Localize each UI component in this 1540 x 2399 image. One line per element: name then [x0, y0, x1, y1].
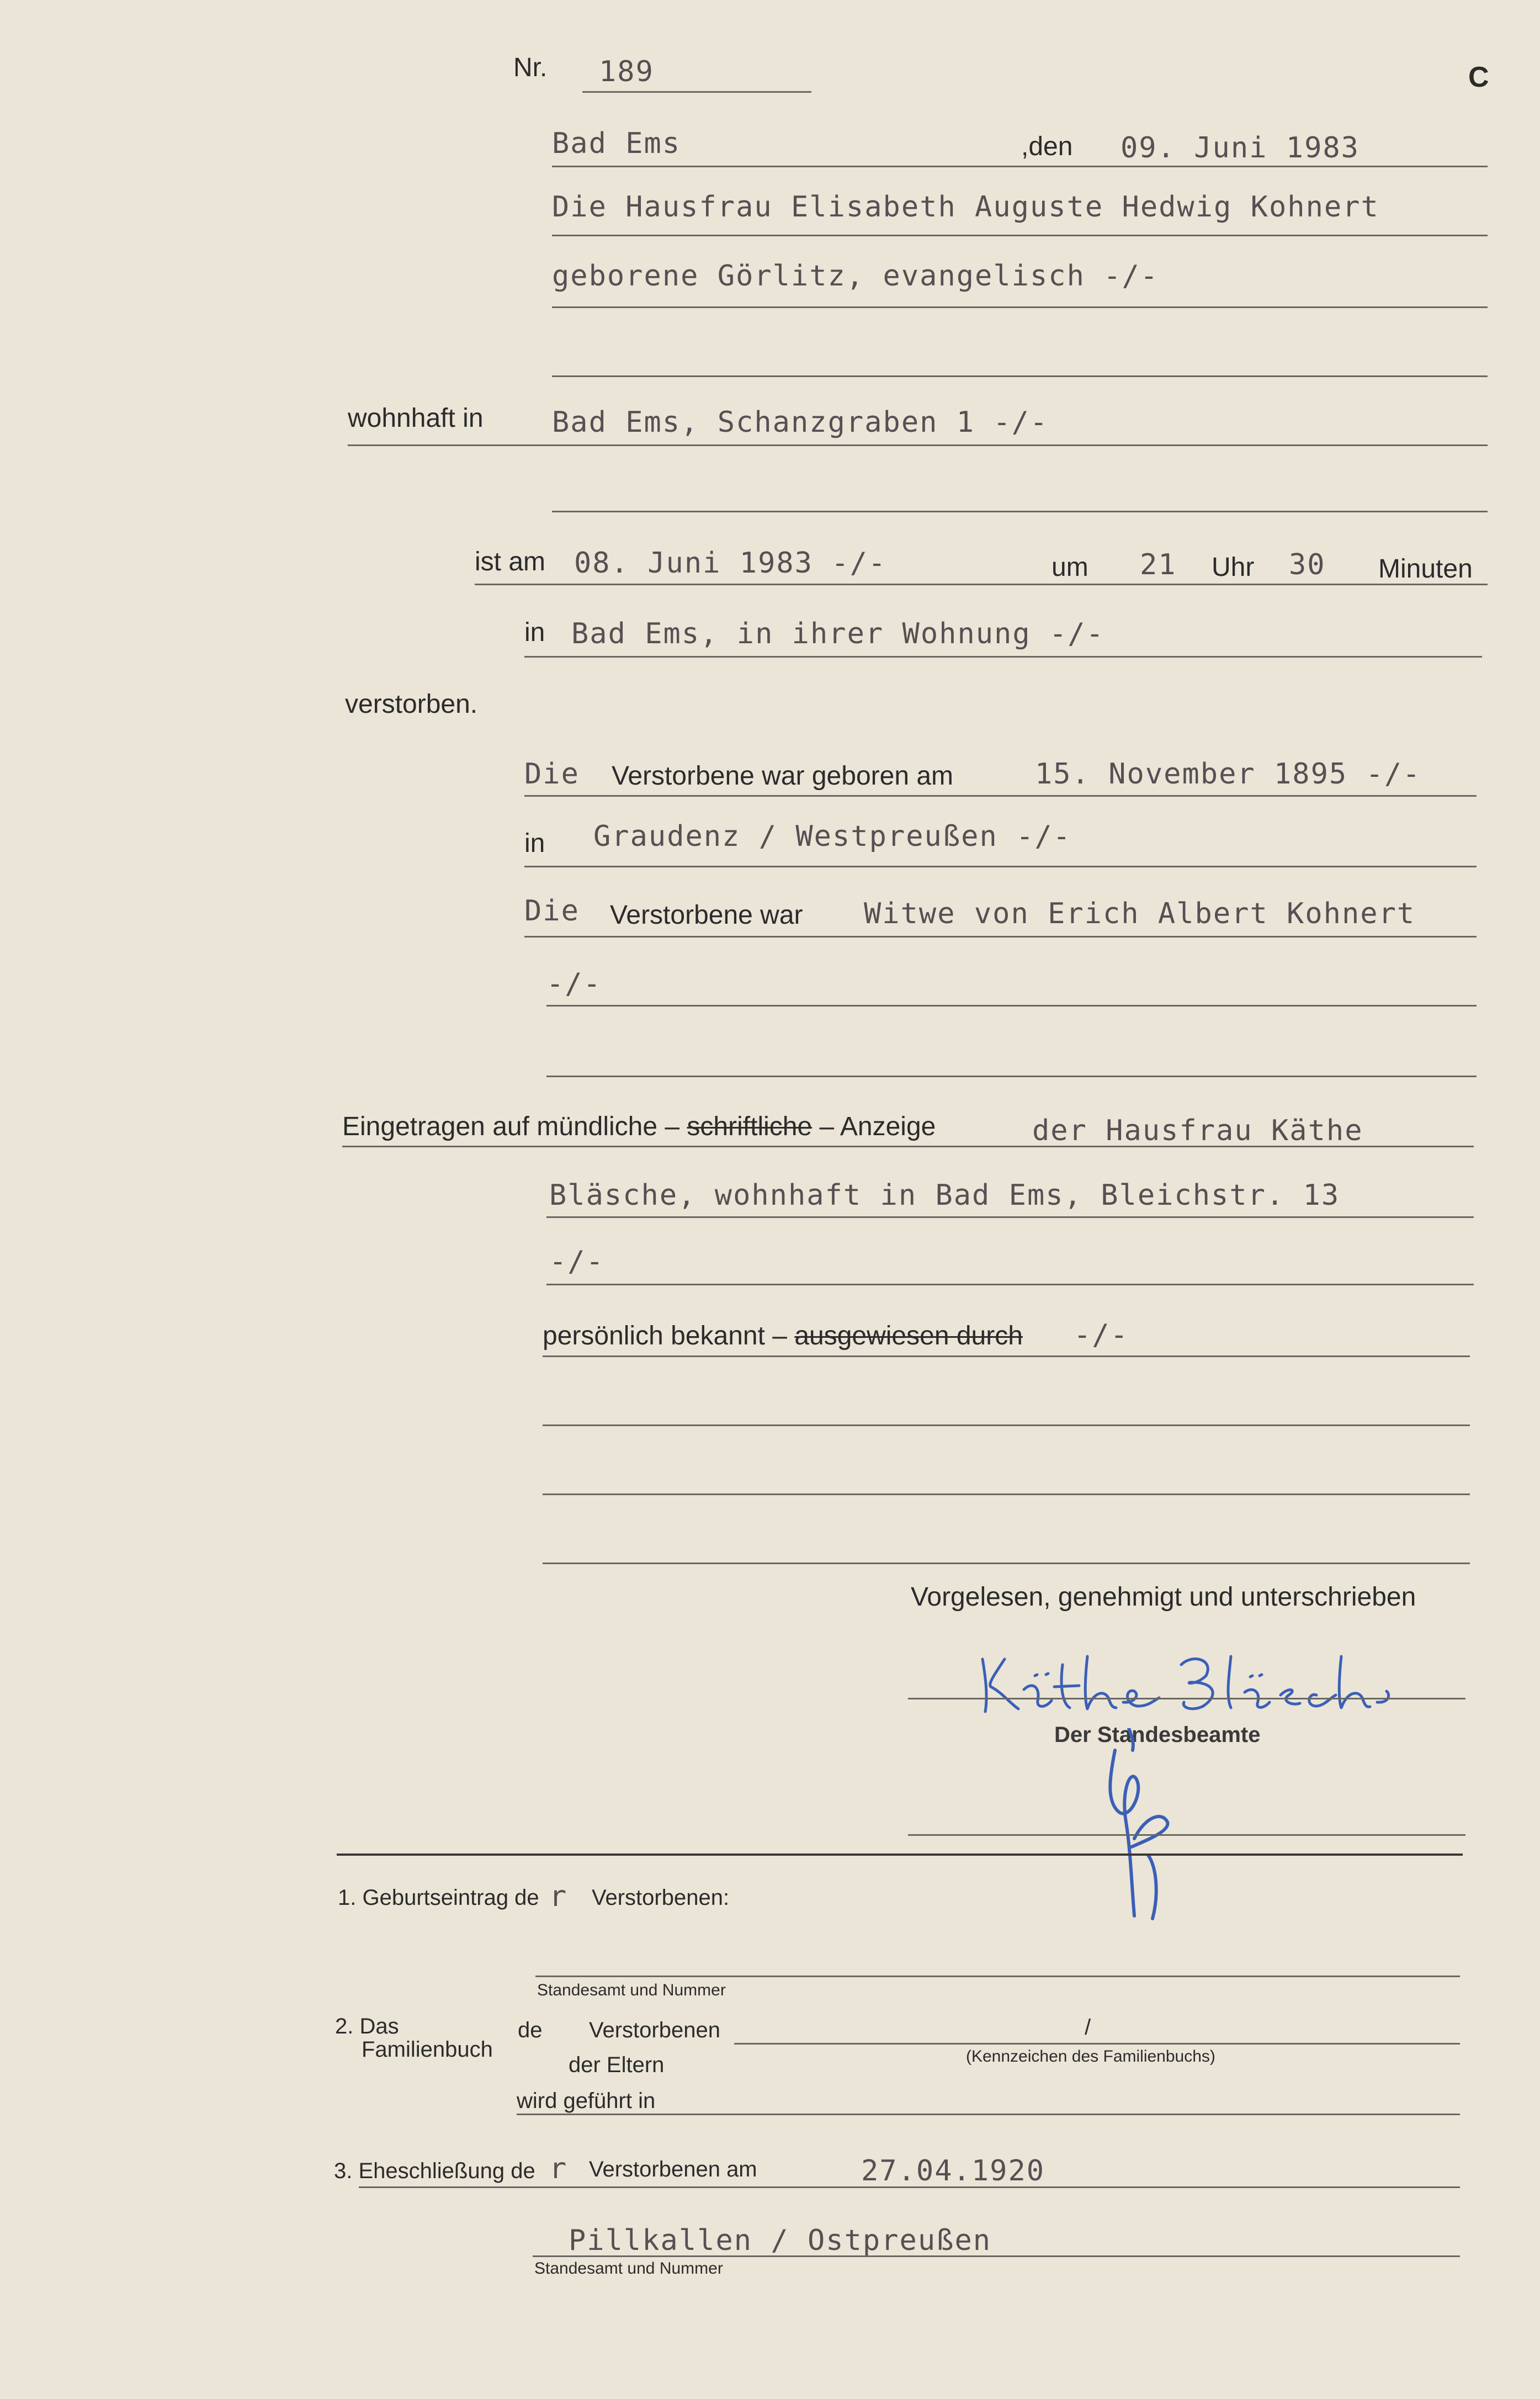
- footer-item-2-familienbuch: Familienbuch: [362, 2037, 493, 2062]
- birth-place-line: [524, 866, 1477, 867]
- marriage-place: Pillkallen / Ostpreußen: [569, 2224, 992, 2257]
- marriage-date: 27.04.1920: [861, 2154, 1045, 2188]
- death-place-line: [524, 656, 1482, 658]
- den-label: ,den: [1021, 132, 1073, 161]
- um-label: um: [1052, 553, 1088, 582]
- marriage-place-line: [533, 2255, 1460, 2257]
- wohnhaft-label: wohnhaft in: [348, 404, 484, 433]
- address-line-2: [552, 511, 1488, 512]
- birth-in-label: in: [524, 829, 545, 858]
- nr-line: [582, 91, 811, 93]
- status-label: Verstorbene war: [610, 901, 803, 930]
- status-line-3: [546, 1076, 1477, 1077]
- verstorben-label: verstorben.: [345, 690, 478, 719]
- bekannt-label: persönlich bekannt – ausgewiesen durch: [543, 1321, 1023, 1351]
- blank-line-3: [543, 1563, 1470, 1564]
- footer-item-1-line: [535, 1976, 1460, 1977]
- footer-item-2-line: [734, 2043, 1460, 2045]
- deceased-line-2-rule: [552, 306, 1488, 308]
- death-date-line: [475, 584, 1488, 585]
- footer-item-1-label: 1. Geburtseintrag de: [338, 1886, 539, 1910]
- footer-separator: [337, 1853, 1463, 1856]
- bekannt-line: [543, 1355, 1470, 1357]
- blank-line-2: [543, 1494, 1470, 1495]
- eingetragen-label: Eingetragen auf mündliche – schriftliche – Anzeige: [342, 1112, 936, 1141]
- blank-line-1: [543, 1424, 1470, 1426]
- footer-item-2-eltern: der Eltern: [569, 2053, 665, 2077]
- status-cont: -/-: [546, 967, 602, 1000]
- vorgelesen-text: Vorgelesen, genehmigt und unterschrieben: [911, 1582, 1416, 1612]
- footer-item-3-label: 3. Eheschließung de: [334, 2159, 535, 2183]
- death-place: Bad Ems, in ihrer Wohnung -/-: [571, 617, 1104, 650]
- footer-item-2-verstorbenen: Verstorbenen: [589, 2018, 720, 2042]
- death-in-label: in: [524, 618, 545, 647]
- footer-item-2-das: 2. Das: [335, 2014, 399, 2038]
- status-value: Witwe von Erich Albert Kohnert: [864, 897, 1416, 930]
- deceased-line-3-rule: [552, 375, 1488, 377]
- status-line-2: [546, 1005, 1477, 1007]
- standesbeamte-label: Der Standesbeamte: [1054, 1723, 1261, 1747]
- status-prefix: Die: [524, 894, 580, 928]
- address-line: [348, 444, 1488, 446]
- record-date: 09. Juni 1983: [1121, 131, 1360, 165]
- informant-line-1: der Hausfrau Käthe: [1032, 1114, 1363, 1147]
- death-minute: 30: [1289, 548, 1326, 581]
- informant-signature-line: [908, 1698, 1465, 1699]
- deceased-line-1: Die Hausfrau Elisabeth Auguste Hedwig Kohnert: [552, 190, 1379, 224]
- copy-marker: C: [1468, 61, 1489, 93]
- place-value: Bad Ems: [552, 127, 681, 160]
- official-signature-line: [908, 1834, 1465, 1836]
- deceased-line-2: geborene Görlitz, evangelisch -/-: [552, 260, 1159, 293]
- address-value: Bad Ems, Schanzgraben 1 -/-: [552, 406, 1049, 439]
- informant-line-3-rule: [546, 1284, 1474, 1285]
- born-prefix: Die: [524, 758, 580, 791]
- official-signature: [1098, 1728, 1187, 1927]
- informant-line-2: Bläsche, wohnhaft in Bad Ems, Bleichstr. 13: [549, 1179, 1340, 1212]
- informant-line-3: -/-: [549, 1245, 604, 1278]
- footer-item-2-slash: /: [1085, 2015, 1091, 2040]
- footer-standesamt-label-1: Standesamt und Nummer: [537, 1981, 726, 1999]
- footer-item-2-gefuehrt-line: [517, 2114, 1460, 2115]
- bekannt-value: -/-: [1074, 1318, 1129, 1352]
- birth-place: Graudenz / Westpreußen -/-: [593, 820, 1071, 853]
- footer-item-3-r: r: [549, 2152, 568, 2185]
- death-hour: 21: [1140, 548, 1177, 581]
- born-label: Verstorbene war geboren am: [612, 761, 954, 791]
- footer-standesamt-label-2: Standesamt und Nummer: [534, 2259, 723, 2278]
- uhr-label: Uhr: [1212, 553, 1255, 582]
- footer-kennzeichen-label: (Kennzeichen des Familienbuchs): [966, 2047, 1215, 2066]
- footer-item-3-line: [359, 2186, 1460, 2188]
- place-line: [552, 166, 1488, 167]
- footer-item-1-r: r: [549, 1880, 568, 1913]
- footer-item-3-verstorbenen: Verstorbenen am: [589, 2157, 757, 2181]
- nr-label: Nr.: [513, 53, 548, 82]
- deceased-line-1-rule: [552, 235, 1488, 236]
- footer-item-2-de: de: [518, 2018, 543, 2042]
- footer-item-1-verstorbenen: Verstorbenen:: [592, 1886, 730, 1910]
- informant-signature: [971, 1643, 1391, 1720]
- informant-line-1-rule: [342, 1146, 1474, 1147]
- ist-am-label: ist am: [475, 547, 546, 576]
- status-line: [524, 936, 1477, 938]
- minuten-label: Minuten: [1378, 554, 1473, 584]
- birth-date-line: [524, 795, 1477, 797]
- informant-line-2-rule: [546, 1216, 1474, 1218]
- birth-date: 15. November 1895 -/-: [1035, 758, 1421, 791]
- nr-value: 189: [599, 55, 654, 88]
- death-date: 08. Juni 1983 -/-: [574, 547, 887, 580]
- footer-item-2-gefuehrt: wird geführt in: [517, 2089, 656, 2113]
